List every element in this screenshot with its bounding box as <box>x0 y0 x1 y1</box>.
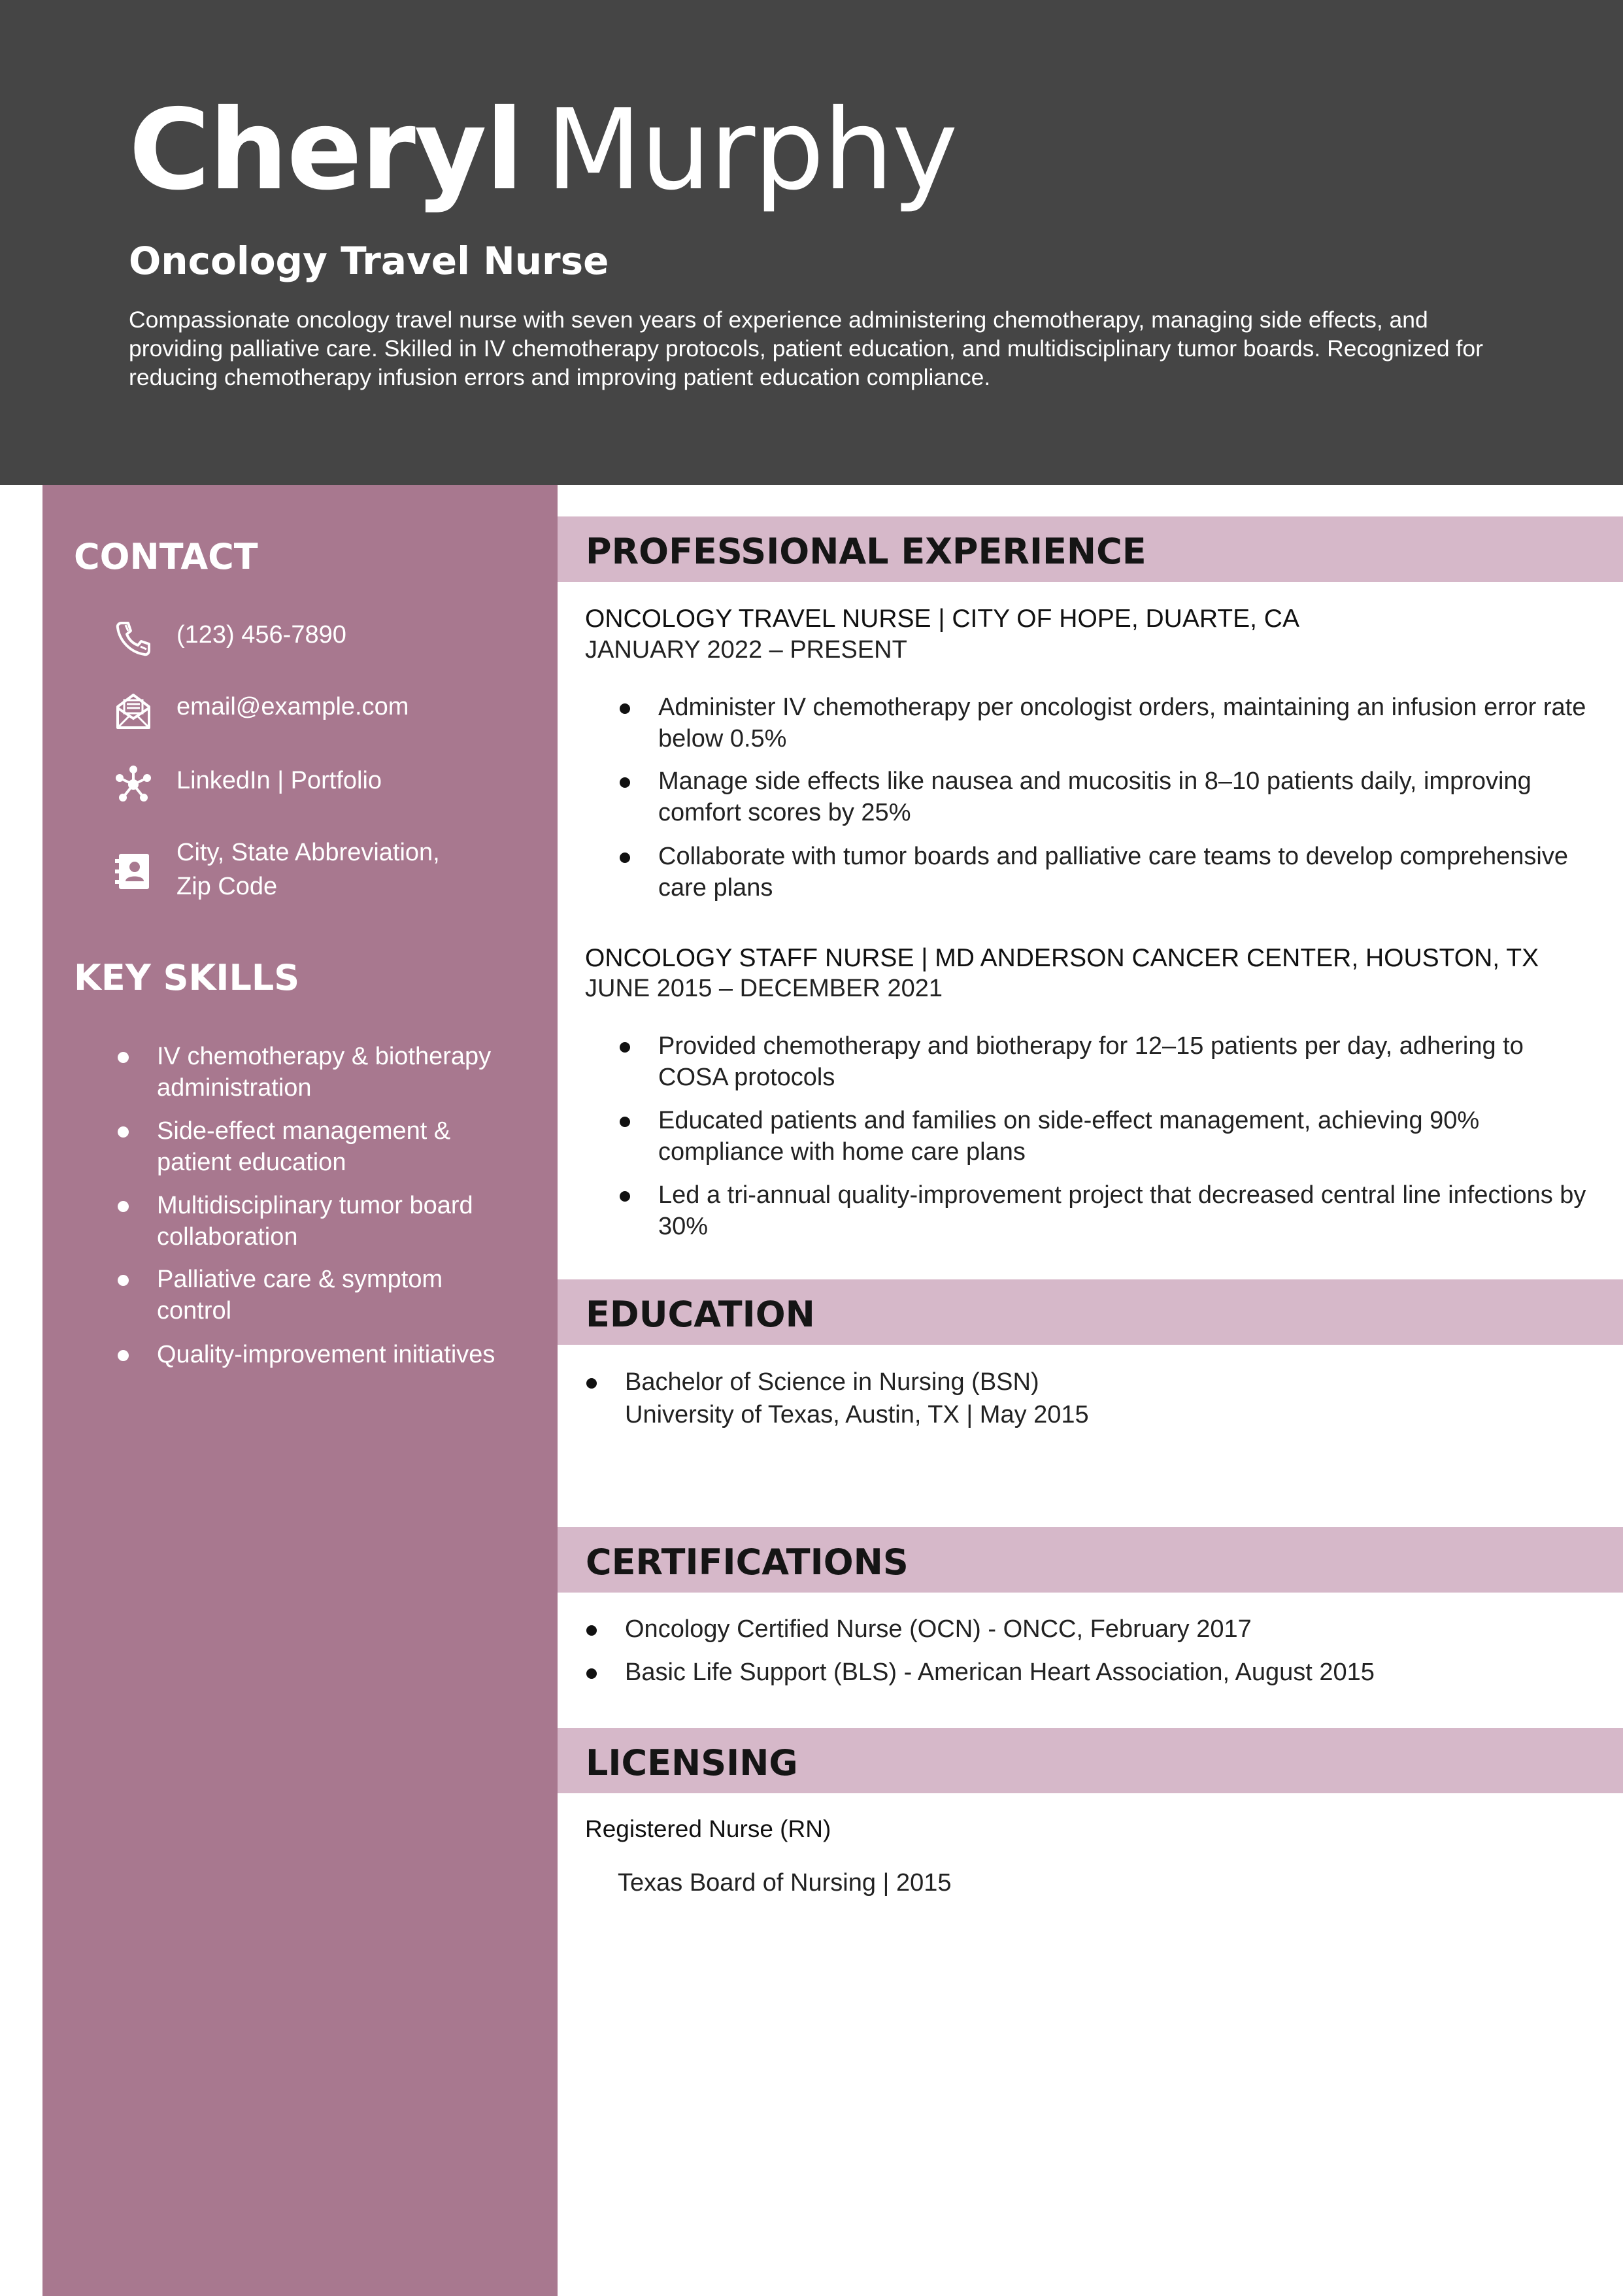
key-skills-heading: KEY SKILLS <box>74 957 300 998</box>
certifications-section-bar <box>558 1527 1623 1593</box>
licensing-section-bar <box>558 1728 1623 1793</box>
bullet-icon <box>118 1201 129 1212</box>
bullet-icon <box>118 1126 129 1138</box>
skill-text: IV chemotherapy & biotherapy administration <box>157 1043 492 1102</box>
bullet-icon <box>620 1117 630 1127</box>
skill-text: Quality-improvement initiatives <box>157 1341 495 1368</box>
job-dates-2: JUNE 2015 – DECEMBER 2021 <box>585 975 943 1002</box>
bullet-icon <box>586 1625 597 1636</box>
candidate-name <box>129 86 957 215</box>
phone-number: (123) 456-7890 <box>176 621 346 649</box>
bullet-icon <box>620 1042 630 1053</box>
bullet-text: Led a tri-annual quality-improvement project that decreased central line infections by 30% <box>658 1181 1586 1240</box>
education-section-bar <box>558 1279 1623 1345</box>
last-name: Murphy <box>546 86 957 215</box>
degree: Bachelor of Science in Nursing (BSN) <box>625 1368 1039 1396</box>
skill-text: Multidisciplinary tumor board collaboration <box>157 1192 473 1251</box>
bullet-icon <box>586 1378 597 1389</box>
bullet-icon <box>620 853 630 863</box>
contact-address <box>112 836 440 903</box>
bullet-text: Administer IV chemotherapy per oncologist orders, maintaining an infusion error rate below 0.5% <box>658 694 1586 752</box>
education-heading: EDUCATION <box>586 1294 815 1335</box>
skill-text: Palliative care & symptom control <box>157 1266 443 1325</box>
bullet-text: Educated patients and families on side-effect management, achieving 90% compliance with home care plans <box>658 1107 1480 1166</box>
envelope-icon <box>112 690 154 732</box>
school: University of Texas, Austin, TX | May 2015 <box>625 1401 1089 1428</box>
profile-summary: Compassionate oncology travel nurse with seven years of experience administering chemotherapy, managing side effects, and providing palliative care. Skilled in IV chemotherapy protocols, patient education, and multidisciplinary tumor boards. Recognized for reducing chemotherapy infusion errors and improving patient education compliance. <box>129 307 1483 390</box>
sidebar <box>42 485 558 2296</box>
licensing-heading: LICENSING <box>586 1742 798 1783</box>
linkedin-portfolio: LinkedIn | Portfolio <box>176 767 382 794</box>
bullet-icon <box>620 703 630 714</box>
first-name: Cheryl <box>129 86 523 215</box>
bullet-icon <box>620 1191 630 1202</box>
bullet-icon <box>586 1668 597 1679</box>
certification-text: Oncology Certified Nurse (OCN) - ONCC, February 2017 <box>625 1615 1252 1643</box>
bullet-text: Provided chemotherapy and biotherapy for 12–15 patients per day, adhering to COSA protocols <box>658 1032 1524 1091</box>
contact-heading: CONTACT <box>74 536 258 577</box>
address-card-icon <box>112 850 154 892</box>
contact-phone <box>112 618 346 660</box>
bullet-icon <box>620 777 630 788</box>
skill-text: Side-effect management & patient education <box>157 1117 451 1176</box>
email-address: email@example.com <box>176 693 409 720</box>
job-title-1: ONCOLOGY TRAVEL NURSE | CITY OF HOPE, DUARTE, CA <box>585 605 1299 633</box>
bullet-icon <box>118 1275 129 1286</box>
job-title-headline: Oncology Travel Nurse <box>129 239 609 283</box>
certifications-heading: CERTIFICATIONS <box>586 1542 909 1583</box>
header-banner <box>0 0 1623 485</box>
bullet-icon <box>118 1052 129 1063</box>
license-title: Registered Nurse (RN) <box>585 1815 831 1842</box>
network-icon <box>112 764 154 805</box>
contact-email <box>112 690 409 732</box>
experience-section-bar <box>558 516 1623 582</box>
contact-links <box>112 764 382 805</box>
license-detail: Texas Board of Nursing | 2015 <box>618 1869 952 1897</box>
experience-heading: PROFESSIONAL EXPERIENCE <box>586 531 1146 572</box>
job-title-2: ONCOLOGY STAFF NURSE | MD ANDERSON CANCER CENTER, HOUSTON, TX <box>585 944 1539 972</box>
bullet-text: Collaborate with tumor boards and palliative care teams to develop comprehensive care plans <box>658 843 1568 902</box>
phone-icon <box>112 618 154 660</box>
location: City, State Abbreviation, Zip Code <box>176 839 440 900</box>
bullet-text: Manage side effects like nausea and mucositis in 8–10 patients daily, improving comfort scores by 25% <box>658 768 1531 826</box>
bullet-icon <box>118 1350 129 1361</box>
certification-text: Basic Life Support (BLS) - American Heart Association, August 2015 <box>625 1659 1375 1686</box>
job-dates-1: JANUARY 2022 – PRESENT <box>585 636 907 664</box>
